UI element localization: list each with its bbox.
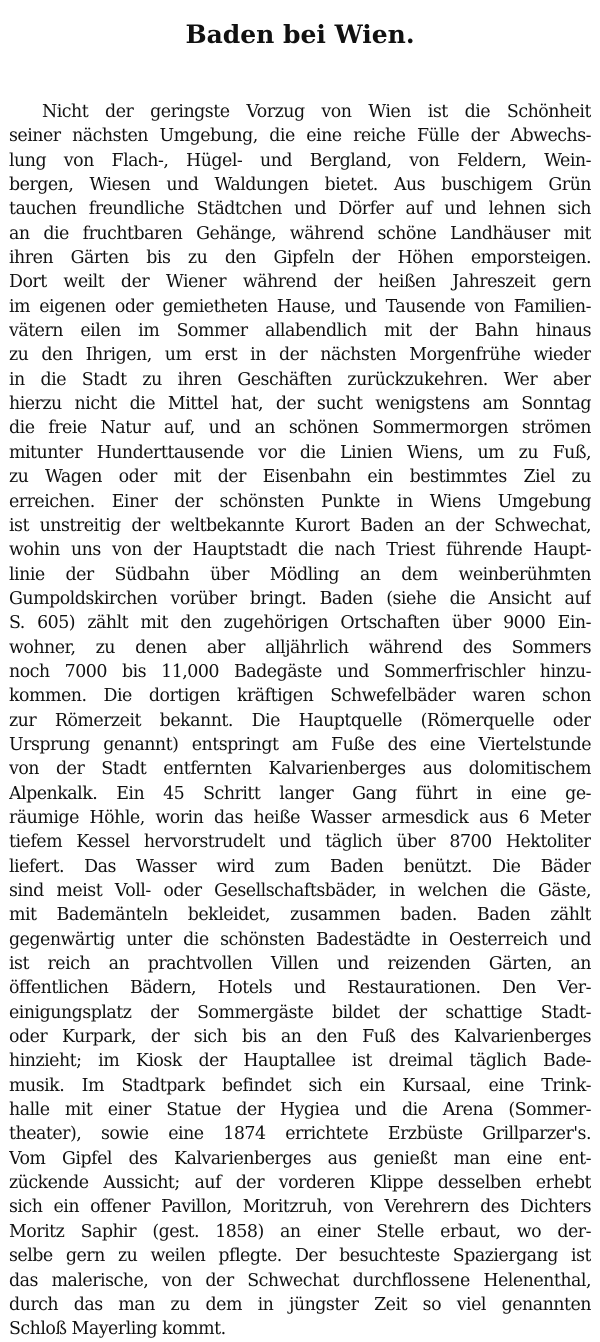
text-line: hierzu nicht die Mittel hat, der sucht wenigstens am Sonntag [9,394,591,415]
text-line: Alpenkalk. Ein 45 Schritt langer Gang führt in eine ge- [9,783,591,804]
text-line: Schloß Mayerling kommt. [9,1319,226,1340]
text-line: S. 605) zählt mit den zugehörigen Ortschaften über 9000 Ein- [9,613,591,634]
text-line: die freie Natur auf, und an schönen Sommermorgen strömen [9,418,591,439]
text-line: das malerische, von der Schwechat durchflossene Helenenthal, [9,1270,591,1291]
text-line: noch 7000 bis 11,000 Badegäste und Sommerfrischler hinzu- [9,661,591,682]
text-line: Vom Gipfel des Kalvarienberges aus genießt man eine ent- [9,1148,591,1169]
text-line: theater), sowie eine 1874 errichtete Erzbüste Grillparzer's. [9,1124,591,1145]
text-line: zu Wagen oder mit der Eisenbahn ein bestimmtes Ziel zu [9,467,591,488]
text-line: seiner nächsten Umgebung, die eine reiche Fülle der Abwechs- [9,126,591,147]
text-line: lung von Flach-, Hügel- und Bergland, von Feldern, Wein- [9,150,591,171]
text-line: Ursprung genannt) entspringt am Fuße des eine Viertelstunde [9,734,591,755]
text-line: von der Stadt entfernten Kalvarienberges aus dolomitischem [9,759,591,780]
text-line: oder Kurpark, der sich bis an den Fuß des Kalvarienberges [9,1027,591,1048]
text-line: durch das man zu dem in jüngster Zeit so viel genannten [9,1294,591,1315]
text-line: räumige Höhle, worin das heiße Wasser armesdick aus 6 Meter [9,807,591,828]
text-line: mitunter Hunderttausende vor die Linien Wiens, um zu Fuß, [9,442,591,463]
text-line: linie der Südbahn über Mödling an dem weinberühmten [9,564,591,585]
text-line: Dort weilt der Wiener während der heißen Jahreszeit gern [9,272,591,293]
text-line: kommen. Die dortigen kräftigen Schwefelbäder waren schon [9,686,591,707]
text-line: liefert. Das Wasser wird zum Baden benützt. Die Bäder [9,856,591,877]
text-line: halle mit einer Statue der Hygiea und die Arena (Sommer- [9,1100,591,1121]
text-line: selbe gern zu weilen pflegte. Der besuchteste Spaziergang ist [9,1246,591,1267]
text-line: Moritz Saphir (gest. 1858) an einer Stelle erbaut, wo der- [9,1221,591,1242]
text-line: tiefem Kessel hervorstrudelt und täglich über 8700 Hektoliter [9,832,591,853]
text-line: vätern eilen im Sommer allabendlich mit der Bahn hinaus [9,321,591,342]
text-line: in die Stadt zu ihren Geschäften zurückzukehren. Wer aber [9,369,591,390]
text-line: Nicht der geringste Vorzug von Wien ist die Schönheit [42,102,591,122]
text-line: wohin uns von der Hauptstadt die nach Triest führende Haupt- [9,540,591,561]
text-line: sind meist Voll- oder Gesellschaftsbäder, in welchen die Gäste, [9,881,591,901]
text-line: einigungsplatz der Sommergäste bildet der schattige Stadt- [9,1002,591,1023]
text-line: öffentlichen Bädern, Hotels und Restaurationen. Den Ver- [9,978,591,999]
text-line: erreichen. Einer der schönsten Punkte in Wiens Umgebung [9,491,591,512]
text-line: zu den Ihrigen, um erst in der nächsten Morgenfrühe wieder [9,345,591,366]
text-line: wohner, zu denen aber alljährlich während des Sommers [9,637,591,658]
text-line: Gumpoldskirchen vorüber bringt. Baden (siehe die Ansicht auf [9,588,591,609]
text-line: im eigenen oder gemietheten Hause, und Tausende von Familien- [9,296,591,317]
text-line: tauchen freundliche Städtchen und Dörfer auf und lehnen sich [9,199,591,220]
text-line: an die fruchtbaren Gehänge, während schöne Landhäuser mit [9,223,591,244]
text-line: musik. Im Stadtpark befindet sich ein Kursaal, eine Trink- [9,1075,591,1096]
text-line: zückende Aussicht; auf der vorderen Klippe desselben erhebt [9,1173,591,1194]
text-line: gegenwärtig unter die schönsten Badestädte in Oesterreich und [9,929,591,950]
text-line: bergen, Wiesen und Waldungen bietet. Aus buschigem Grün [9,175,591,196]
article-body [9,100,591,1342]
text-line: ist unstreitig der weltbekannte Kurort Baden an der Schwechat, [9,515,591,536]
text-line: ihren Gärten bis zu den Gipfeln der Höhen emporsteigen. [9,248,591,269]
text-line: mit Bademänteln bekleidet, zusammen baden. Baden zählt [9,905,591,926]
text-line: zur Römerzeit bekannt. Die Hauptquelle (Römerquelle oder [9,710,591,731]
text-line: hinzieht; im Kiosk der Hauptallee ist dreimal täglich Bade- [9,1051,591,1072]
text-line: ist reich an prachtvollen Villen und reizenden Gärten, an [9,954,591,975]
article-title: Baden bei Wien. [185,20,415,49]
text-line: sich ein offener Pavillon, Moritzruh, von Verehrern des Dichters [9,1197,591,1218]
